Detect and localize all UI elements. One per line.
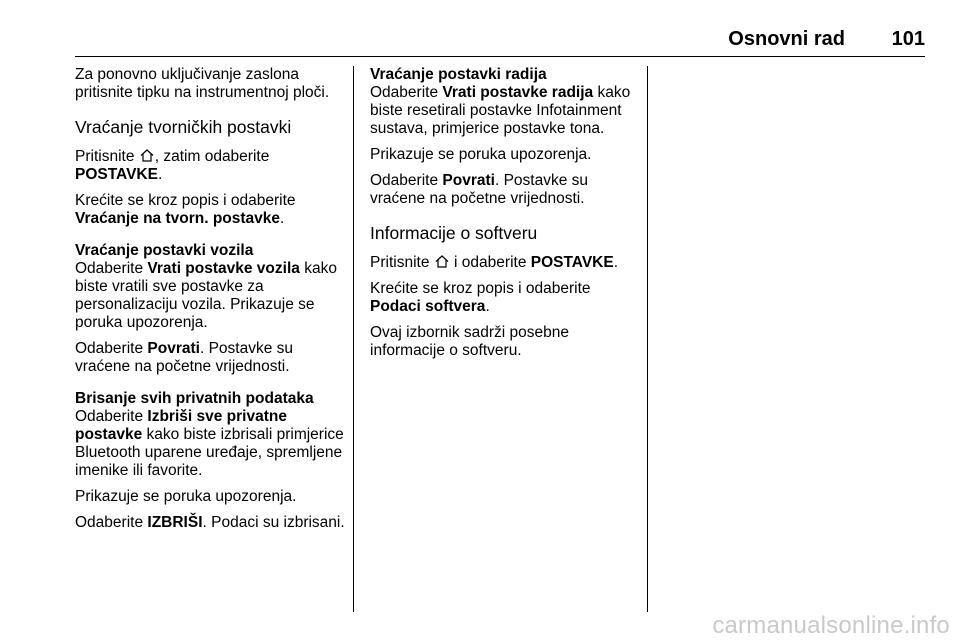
section-title: Osnovni rad [728,28,845,50]
home-icon [435,255,449,268]
right-column [370,66,640,368]
section-heading: Informacije o softveru [370,223,538,243]
paragraph: Pritisnite , zatim odaberite POSTAVKE. [75,148,270,183]
paragraph: Odaberite IZBRIŠI. Podaci su izbrisani. [75,514,345,531]
left-column [75,66,345,540]
paragraph: Odaberite Vrati postavke vozila kako biste vratili sve postavke za personalizaciju vozila. Prikazuje se poruka upozorenja. [75,260,337,331]
column-divider [353,66,354,612]
page-number: 101 [891,28,925,50]
paragraph: Odaberite Izbriši sve privatne postavke kako biste izbrisali primjerice Bluetooth uparene uređaje, spremljene imenike ili favorite. [75,408,344,479]
page-header [75,22,925,57]
paragraph: Odaberite Vrati postavke radija kako biste resetirali postavke Infotainment sustava, primjerice postavke tona. [370,84,631,137]
paragraph: Krećite se kroz popis i odaberite Podaci softvera. [370,280,591,315]
paragraph: Prikazuje se poruka upozorenja. [75,488,297,505]
subsection-title: Vraćanje postavki radija [370,66,547,83]
paragraph: Odaberite Povrati. Postavke su vraćene na početne vrijednosti. [370,172,588,207]
paragraph: Pritisnite i odaberite POSTAVKE. [370,254,619,271]
subsection-title: Vraćanje postavki vozila [75,242,254,259]
section-heading: Vraćanje tvorničkih postavki [75,117,292,137]
watermark: carmanualsonline.info [712,612,950,639]
home-icon [140,149,154,162]
subsection-title: Brisanje svih privatnih podataka [75,390,314,407]
intro-text: Za ponovno uključivanje zaslona pritisnite tipku na instrumentnoj ploči. [75,66,330,101]
column-divider [647,66,648,612]
paragraph: Odaberite Povrati. Postavke su vraćene na početne vrijednosti. [75,340,293,375]
paragraph: Krećite se kroz popis i odaberite Vraćanje na tvorn. postavke. [75,192,296,227]
paragraph: Ovaj izbornik sadrži posebne informacije o softveru. [370,324,570,359]
paragraph: Prikazuje se poruka upozorenja. [370,146,592,163]
